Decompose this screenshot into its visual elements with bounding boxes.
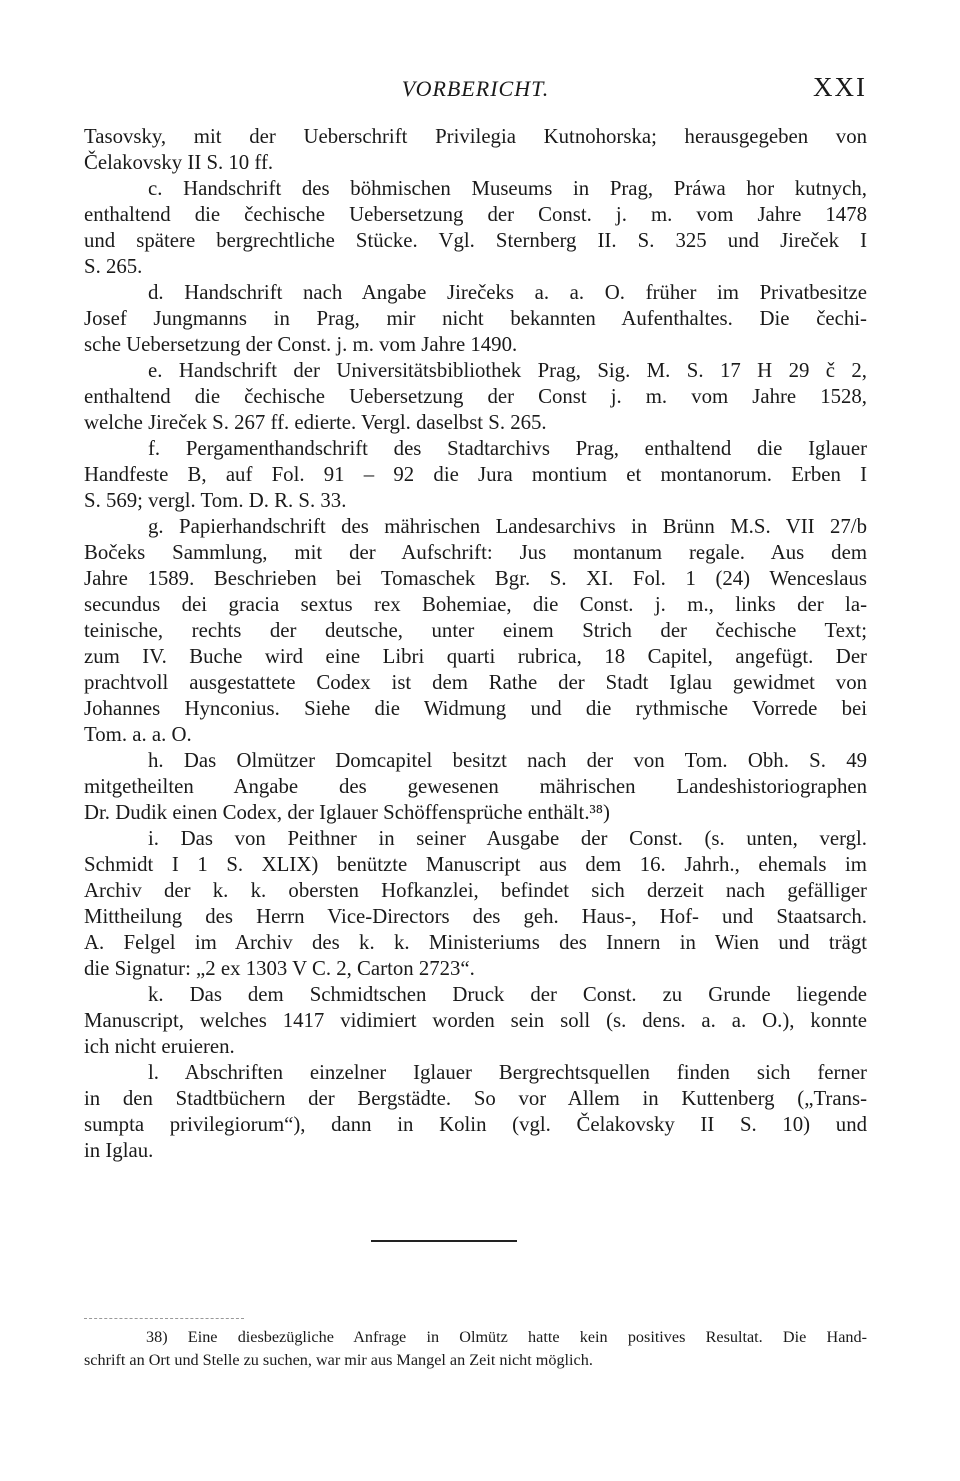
paragraph-continued: [84, 124, 867, 176]
paragraph-k: [84, 982, 867, 1060]
paragraph-c: [84, 176, 867, 280]
text-line: ich nicht eruieren.: [84, 1035, 235, 1058]
running-title: VORBERICHT.: [401, 76, 550, 101]
text-line: Schmidt I 1 S. XLIX) benützte Manuscript aus dem 16. Jahrh., ehemals im: [84, 853, 867, 876]
text-line: Archiv der k. k. obersten Hofkanzlei, befindet sich derzeit nach gefälliger: [84, 879, 867, 902]
footnote-separator: [84, 1318, 244, 1319]
text-line: prachtvoll ausgestattete Codex ist dem Rathe der Stadt Iglau gewidmet von: [84, 671, 867, 694]
text-line: enthaltend die čechische Uebersetzung der Const j. m. vom Jahre 1528,: [84, 385, 867, 408]
text-line: d. Handschrift nach Angabe Jirečeks a. a. O. früher im Privatbesitze: [148, 281, 867, 304]
text-line: Bočeks Sammlung, mit der Aufschrift: Jus montanum regale. Aus dem: [84, 541, 867, 564]
text-line: in den Stadtbüchern der Bergstädte. So vor Allem in Kuttenberg („Trans-: [84, 1087, 867, 1110]
text-line: Manuscript, welches 1417 vidimiert worden sein soll (s. dens. a. a. O.), konnte: [84, 1009, 867, 1032]
paragraph-e: [84, 358, 867, 436]
text-line: e. Handschrift der Universitätsbibliothek Prag, Sig. M. S. 17 H 29 č 2,: [148, 359, 867, 382]
text-line: Johannes Hynconius. Siehe die Widmung und die rythmische Vorrede bei: [84, 697, 867, 720]
text-line: und spätere bergrechtliche Stücke. Vgl. Sternberg II. S. 325 und Jireček I: [84, 229, 867, 252]
footnote-line: schrift an Ort und Stelle zu suchen, war mir aus Mangel an Zeit nicht möglich.: [84, 1351, 593, 1369]
book-page: [84, 0, 867, 1481]
text-line: Jahre 1589. Beschrieben bei Tomaschek Bgr. S. XI. Fol. 1 (24) Wenceslaus: [84, 567, 867, 590]
text-line: sche Uebersetzung der Const. j. m. vom Jahre 1490.: [84, 333, 518, 356]
text-line: die Signatur: „2 ex 1303 V C. 2, Carton 2723“.: [84, 957, 475, 980]
paragraph-i: [84, 826, 867, 982]
text-line: A. Felgel im Archiv des k. k. Ministeriums des Innern in Wien und trägt: [84, 931, 867, 954]
text-line: in Iglau.: [84, 1139, 154, 1162]
text-line: zum IV. Buche wird eine Libri quarti rubrica, 18 Capitel, angefügt. Der: [84, 645, 867, 668]
text-line: Tom. a. a. O.: [84, 723, 192, 746]
text-line: f. Pergamenthandschrift des Stadtarchivs Prag, enthaltend die Iglauer: [148, 437, 867, 460]
paragraph-d: [84, 280, 867, 358]
paragraph-l: [84, 1060, 867, 1164]
text-line: g. Papierhandschrift des mährischen Landesarchivs in Brünn M.S. VII 27/b: [148, 515, 867, 538]
body-text: [84, 124, 867, 1164]
text-line: S. 569; vergl. Tom. D. R. S. 33.: [84, 489, 347, 512]
text-line: Čelakovsky II S. 10 ff.: [84, 151, 274, 174]
section-end-rule: [371, 1240, 517, 1242]
page-number: XXI: [813, 72, 867, 102]
text-line: Handfeste B, auf Fol. 91 – 92 die Jura montium et montanorum. Erben I: [84, 463, 867, 486]
paragraph-f: [84, 436, 867, 514]
text-line: k. Das dem Schmidtschen Druck der Const. zu Grunde liegende: [148, 983, 867, 1006]
text-line: h. Das Olmützer Domcapitel besitzt nach der von Tom. Obh. S. 49: [148, 749, 867, 772]
text-line: mitgetheilten Angabe des gewesenen mährischen Landeshistoriographen: [84, 775, 867, 798]
text-line: enthaltend die čechische Uebersetzung der Const. j. m. vom Jahre 1478: [84, 203, 867, 226]
footnote-line: 38) Eine diesbezügliche Anfrage in Olmütz hatte kein positives Resultat. Die Hand-: [146, 1328, 867, 1346]
text-line: welche Jireček S. 267 ff. edierte. Vergl. daselbst S. 265.: [84, 411, 547, 434]
text-line: l. Abschriften einzelner Iglauer Bergrechtsquellen finden sich ferner: [148, 1061, 867, 1084]
text-line: i. Das von Peithner in seiner Ausgabe der Const. (s. unten, vergl.: [148, 827, 867, 850]
page-header: [84, 72, 867, 106]
text-line: secundus dei gracia sextus rex Bohemiae, die Const. j. m., links der la-: [84, 593, 867, 616]
text-line: S. 265.: [84, 255, 143, 278]
text-line: c. Handschrift des böhmischen Museums in Prag, Práwa hor kutnych,: [148, 177, 867, 200]
text-line: sumpta privilegiorum“), dann in Kolin (vgl. Čelakovsky II S. 10) und: [84, 1113, 867, 1136]
footnote-38: [84, 1326, 867, 1372]
text-line: Dr. Dudik einen Codex, der Iglauer Schöffensprüche enthält.³⁸): [84, 801, 610, 824]
paragraph-g: [84, 514, 867, 748]
text-line: Tasovsky, mit der Ueberschrift Privilegia Kutnohorska; herausgegeben von: [84, 125, 867, 148]
text-line: Josef Jungmanns in Prag, mir nicht bekannten Aufenthaltes. Die čechi-: [84, 307, 867, 330]
paragraph-h: [84, 748, 867, 826]
footnotes: [84, 1326, 867, 1372]
text-line: Mittheilung des Herrn Vice-Directors des geh. Haus-, Hof- und Staatsarch.: [84, 905, 867, 928]
text-line: teinische, rechts der deutsche, unter einem Strich der čechische Text;: [84, 619, 867, 642]
